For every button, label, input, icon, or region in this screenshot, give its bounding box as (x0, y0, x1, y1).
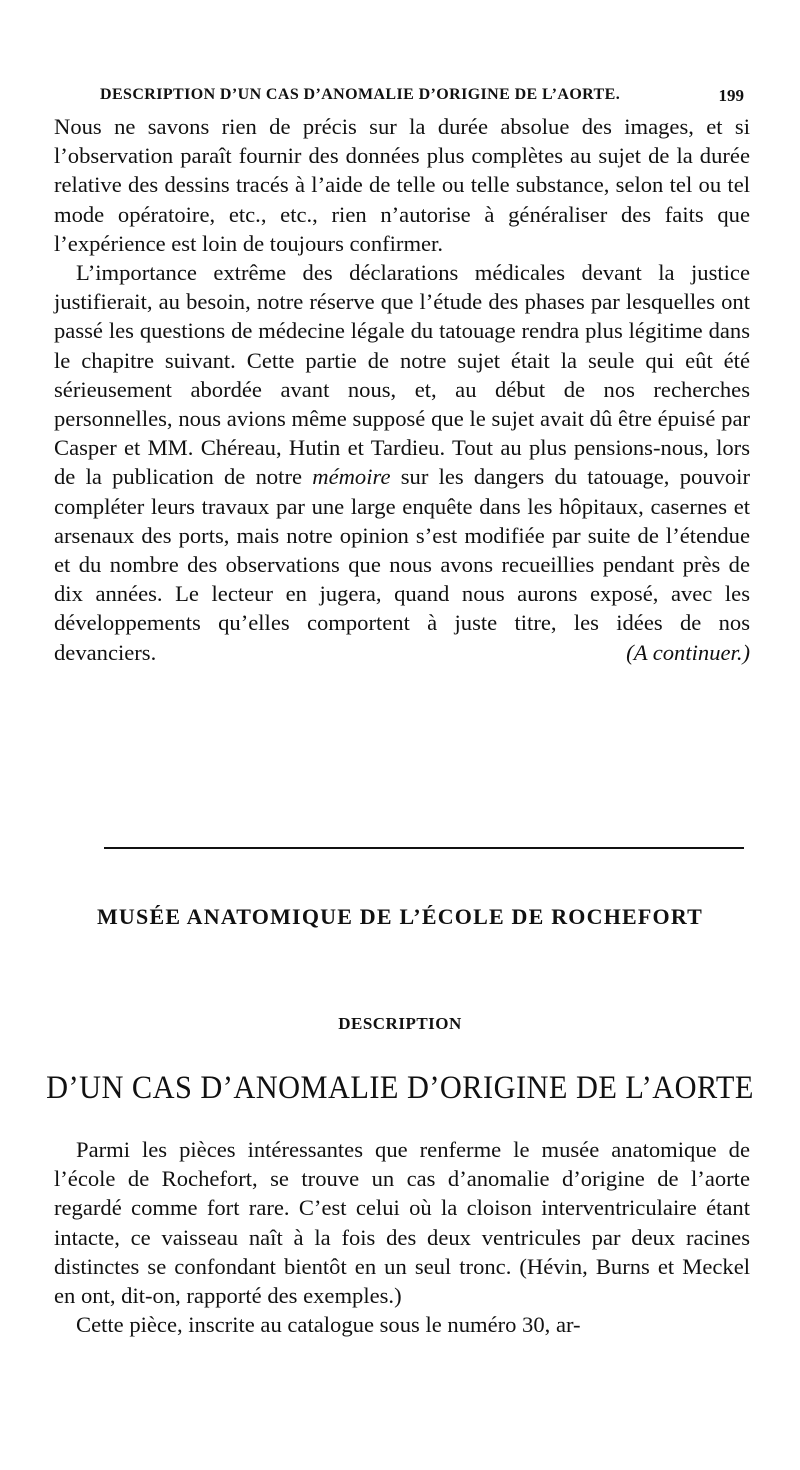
section-divider (104, 847, 744, 849)
paragraph: Cette pièce, inscrite au catalogue sous le numéro 30, ar- (76, 1312, 581, 1338)
paragraph: Nous ne savons rien de précis sur la durée absolue des images, et si l’observation paraît fournir des données plus complètes au sujet de la durée relative des dessins tracés à l’aide de telle ou telle substance, selon tel ou tel mode opératoire, etc., etc., rien n’autorise à généraliser des faits que l’expérience est loin de toujours confirmer. (54, 114, 750, 256)
to-continue-note: (A continuer.) (626, 639, 750, 665)
running-head: DESCRIPTION D’UN CAS D’ANOMALIE D’ORIGINE DE L’AORTE. (100, 86, 621, 103)
paragraph (54, 258, 750, 667)
article-text (54, 1135, 750, 1339)
paragraph-text: sur les dangers du tatouage, pouvoir compléter leurs travaux par une large enquête dans les hôpitaux, casernes et arsenaux des ports, mais notre opinion s’est modifiée par suite de l’étendue et du nombre des observations que nous avons recueillies pendant près de dix années. Le lecteur en jugera, quand nous aurons exposé, avec les développements qu’elles comportent à juste titre, les idées de nos devanciers. (54, 464, 750, 665)
sub-heading: DESCRIPTION (338, 1014, 462, 1033)
section-title: MUSÉE ANATOMIQUE DE L’ÉCOLE DE ROCHEFORT (96, 904, 704, 929)
article-title: D’UN CAS D’ANOMALIE D’ORIGINE DE L’AORTE (46, 1070, 754, 1106)
page-number: 199 (718, 86, 744, 105)
emphasis-word: mémoire (312, 464, 391, 490)
paragraph-text: L’importance extrême des déclarations médicales devant la justice justifierait, au besoin, notre réserve que l’étude des phases par lesquelles ont passé les questions de médecine légale du tatouage rendra plus légitime dans le chapitre suivant. Cette partie de notre sujet était la seule qui eût été sérieusement abordée avant nous, et, au début de nos recherches personnelles, nous avions même supposé que le sujet avait dû être épuisé par Casper et MM. Chéreau, Hutin et Tardieu. Tout au plus pensions-nous, lors de la publication de notre (54, 260, 750, 490)
previous-article-text (54, 112, 750, 667)
paragraph: Parmi les pièces intéressantes que renferme le musée anatomique de l’école de Rochefort, se trouve un cas d’anomalie d’origine de l’aorte regardé comme fort rare. C’est celui où la cloison interventriculaire étant intacte, ce vaisseau naît à la fois des deux ventricules par deux racines distinctes se confondant bientôt en un seul tronc. (Hévin, Burns et Meckel en ont, dit-on, rapporté des exemples.) (54, 1137, 750, 1309)
